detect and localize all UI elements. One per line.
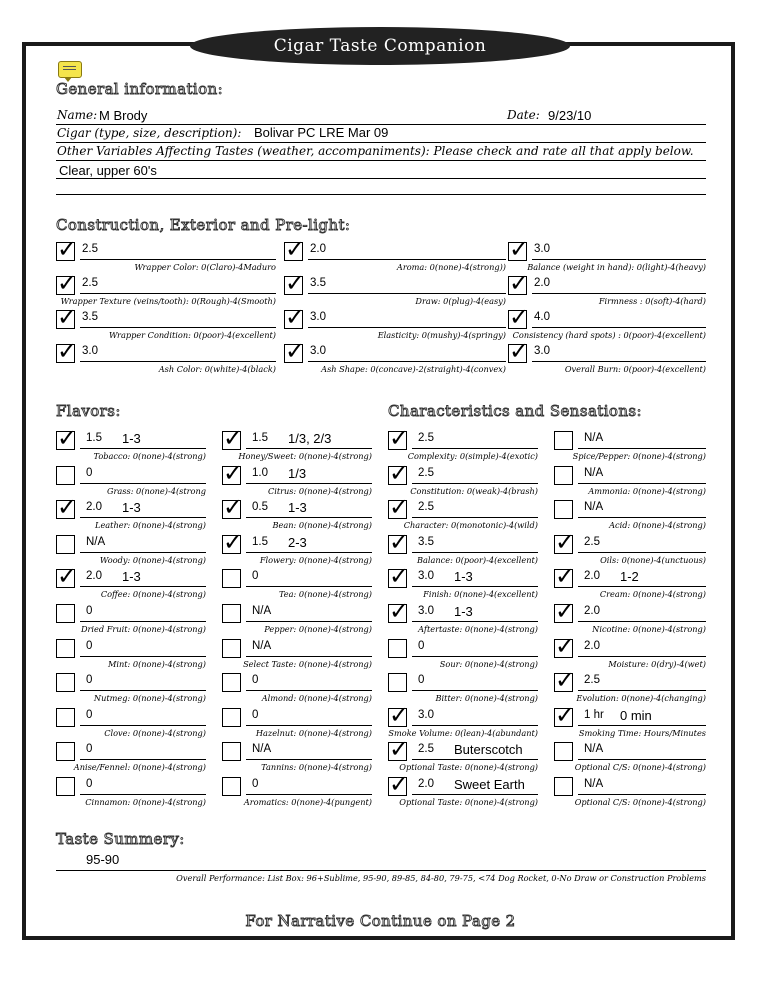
rating-value[interactable]: N/A [584, 466, 604, 479]
rating-caption: Bitter: 0(none)-4(strong) [435, 693, 538, 704]
rating-value[interactable]: N/A [252, 743, 272, 756]
rating-checkbox[interactable] [222, 535, 241, 554]
rating-checkbox[interactable] [222, 777, 241, 796]
construction-value[interactable]: 3.0 [310, 345, 326, 357]
construction-checkbox[interactable] [56, 242, 75, 261]
rating-line [80, 656, 206, 657]
footer-note: For Narrative Continue on Page 2 [245, 912, 516, 930]
construction-caption: Elasticity: 0(mushy)-4(springy) [377, 330, 506, 340]
construction-value[interactable]: 3.5 [82, 311, 98, 323]
construction-value[interactable]: 3.5 [310, 277, 326, 289]
rating-caption: Grass: 0(none)-4(strong [106, 485, 206, 496]
construction-checkbox[interactable] [508, 276, 527, 295]
construction-line [80, 327, 276, 328]
rating-extra[interactable]: Buterscotch [454, 742, 523, 758]
rating-checkbox[interactable] [56, 708, 75, 727]
rating-line [246, 656, 372, 657]
rating-checkbox[interactable] [222, 500, 241, 519]
construction-line [308, 293, 506, 294]
summary-value[interactable]: 95-90 [86, 852, 120, 867]
rating-caption: Oils: 0(none)-4(unctuous) [600, 554, 706, 565]
rating-line [412, 586, 538, 587]
construction-caption: Firmness : 0(soft)-4(hard) [598, 296, 706, 306]
rating-line [246, 517, 372, 518]
rating-value[interactable]: 0 [252, 778, 259, 790]
construction-line [308, 259, 506, 260]
rating-line [412, 552, 538, 553]
rating-value[interactable]: 0 [86, 778, 93, 790]
rating-line [80, 759, 206, 760]
rating-checkbox[interactable] [56, 569, 75, 588]
construction-checkbox[interactable] [508, 310, 527, 329]
rating-value[interactable]: N/A [584, 778, 604, 790]
construction-caption: Consistency (hard spots) : 0(poor)-4(excellent) [512, 330, 706, 340]
construction-value[interactable]: 2.0 [310, 243, 326, 255]
construction-caption: Ash Color: 0(white)-4(black) [158, 364, 276, 374]
rating-line [578, 759, 706, 760]
name-value[interactable]: M Brody [99, 108, 148, 123]
rating-caption: Honey/Sweet: 0(none)-4(strong) [238, 451, 372, 461]
rating-value[interactable]: 1.0 [252, 466, 268, 479]
rating-line [412, 759, 538, 760]
rating-checkbox[interactable] [56, 535, 75, 554]
rating-line [246, 483, 372, 484]
rating-line [412, 517, 538, 518]
construction-caption: Wrapper Condition: 0(poor)-4(excellent) [109, 330, 276, 340]
flavors-heading: Flavors: [56, 402, 121, 420]
rating-line [412, 621, 538, 622]
rating-value[interactable]: 2.5 [584, 535, 600, 548]
rating-extra[interactable]: Sweet Earth [454, 777, 525, 792]
rating-value[interactable]: 0 [86, 743, 93, 756]
date-label: Date: [507, 108, 540, 122]
rating-caption: Select Taste: 0(none)-4(strong) [243, 658, 372, 669]
construction-checkbox[interactable] [284, 344, 303, 363]
rating-checkbox[interactable] [554, 604, 573, 623]
construction-value[interactable]: 3.0 [534, 243, 550, 255]
summary-heading: Taste Summery: [56, 830, 185, 848]
rating-checkbox[interactable] [388, 639, 407, 658]
rating-caption: Nicotine: 0(none)-4(strong) [592, 624, 706, 634]
rating-line [578, 725, 706, 726]
rating-checkbox[interactable] [222, 569, 241, 588]
rating-caption: Sour: 0(none)-4(strong) [439, 658, 538, 669]
construction-checkbox[interactable] [284, 276, 303, 295]
construction-heading: Construction, Exterior and Pre-light: [56, 216, 351, 234]
summary-caption: Overall Performance: List Box: 96+Sublime, 95-90, 89-85, 84-80, 79-75, <74 Dog Rocket, 0-No Draw or Construction Problems [176, 873, 706, 883]
rating-value[interactable]: 2.0 [86, 570, 102, 583]
rating-line [578, 483, 706, 484]
rating-line [578, 656, 706, 657]
rating-caption: Tannins: 0(none)-4(strong) [261, 762, 372, 773]
other-variables-label: Other Variables Affecting Tastes (weather, accompaniments): Please check and rate all that apply below. [57, 144, 694, 158]
rating-line [246, 794, 372, 795]
rating-line [412, 483, 538, 484]
construction-checkbox[interactable] [284, 242, 303, 261]
other-line-2 [56, 178, 706, 179]
summary-line [56, 870, 706, 871]
rating-value[interactable]: 1.5 [86, 432, 102, 444]
rating-checkbox[interactable] [388, 742, 407, 761]
rating-value[interactable]: 0 [252, 570, 259, 583]
rating-checkbox[interactable] [56, 604, 75, 623]
name-label: Name: [57, 108, 98, 122]
other-variables-value[interactable]: Clear, upper 60's [59, 163, 157, 178]
rating-extra[interactable]: 1-3 [122, 569, 141, 585]
construction-line [80, 293, 276, 294]
rating-extra[interactable]: 0 min [620, 707, 652, 723]
rating-line [246, 552, 372, 553]
construction-checkbox[interactable] [284, 310, 303, 329]
construction-line [80, 361, 276, 362]
rating-checkbox[interactable] [222, 639, 241, 658]
cigar-value[interactable]: Bolivar PC LRE Mar 09 [254, 125, 389, 140]
rating-checkbox[interactable] [554, 466, 573, 485]
rating-value[interactable]: 2.5 [418, 466, 434, 479]
characteristics-heading: Characteristics and Sensations: [388, 402, 642, 420]
rating-value[interactable]: 0 [86, 674, 93, 687]
rating-extra[interactable]: 1-3 [454, 569, 473, 585]
rating-checkbox[interactable] [56, 639, 75, 658]
rating-line [80, 794, 206, 795]
rating-checkbox[interactable] [554, 673, 573, 692]
rating-line [246, 759, 372, 760]
rating-value[interactable]: 2.0 [86, 501, 102, 514]
rating-caption: Optional Taste: 0(none)-4(strong) [399, 762, 538, 773]
rating-value[interactable]: 1.5 [252, 432, 268, 444]
rating-value[interactable]: 2.0 [418, 778, 434, 790]
rating-caption: Aftertaste: 0(none)-4(strong) [418, 624, 538, 634]
rating-value[interactable]: 3.0 [418, 605, 434, 617]
general-heading: General information: [56, 80, 224, 98]
rating-checkbox[interactable] [222, 708, 241, 727]
rating-line [578, 690, 706, 691]
rating-checkbox[interactable] [222, 742, 241, 761]
rating-checkbox[interactable] [388, 535, 407, 554]
rating-caption: Smoking Time: Hours/Minutes [578, 727, 706, 738]
rating-extra[interactable]: 1-3 [122, 431, 141, 446]
construction-value[interactable]: 2.5 [82, 277, 98, 289]
rating-value[interactable]: 0 [418, 639, 425, 652]
rating-value[interactable]: 0.5 [252, 501, 268, 514]
rating-value[interactable]: N/A [252, 605, 272, 617]
rating-caption: Optional Taste: 0(none)-4(strong) [399, 797, 538, 807]
rating-line [246, 621, 372, 622]
rating-caption: Spice/Pepper: 0(none)-4(strong) [572, 451, 706, 461]
rating-caption: Tea: 0(none)-4(strong) [278, 589, 372, 600]
rating-value[interactable]: 2.5 [584, 674, 600, 687]
rating-line [80, 552, 206, 553]
rating-line [80, 621, 206, 622]
construction-value[interactable]: 4.0 [534, 311, 550, 323]
rating-checkbox[interactable] [554, 500, 573, 519]
rating-line [578, 448, 706, 449]
construction-line [532, 361, 706, 362]
rating-value[interactable]: 0 [252, 674, 259, 687]
rating-value[interactable]: 3.0 [418, 570, 434, 583]
rating-checkbox[interactable] [554, 431, 573, 450]
rating-line [578, 586, 706, 587]
rating-checkbox[interactable] [56, 777, 75, 796]
rating-caption: Dried Fruit: 0(none)-4(strong) [80, 624, 206, 634]
rating-checkbox[interactable] [388, 569, 407, 588]
rating-caption: Complexity: 0(simple)-4(exotic) [407, 451, 538, 461]
rating-checkbox[interactable] [56, 742, 75, 761]
rating-line [80, 448, 206, 449]
rating-value[interactable]: 0 [86, 605, 93, 617]
rating-checkbox[interactable] [388, 604, 407, 623]
construction-checkbox[interactable] [508, 344, 527, 363]
rating-caption: Character: 0(monotonic)-4(wild) [403, 520, 538, 531]
rating-caption: Cream: 0(none)-4(strong) [599, 589, 706, 600]
rating-caption: Ammonia: 0(none)-4(strong) [588, 485, 706, 496]
rating-line [246, 448, 372, 449]
rating-checkbox[interactable] [56, 500, 75, 519]
rating-value[interactable]: 1 hr [584, 708, 604, 721]
construction-caption: Wrapper Color: 0(Claro)-4Maduro [134, 262, 276, 272]
rating-line [412, 656, 538, 657]
construction-line [80, 259, 276, 260]
rating-caption: Anise/Fennel: 0(none)-4(strong) [73, 762, 206, 773]
rating-value[interactable]: 2.5 [418, 432, 434, 444]
rating-caption: Pepper: 0(none)-4(strong) [264, 624, 372, 634]
construction-caption: Draw: 0(plug)-4(easy) [415, 296, 506, 306]
rating-value[interactable]: N/A [86, 535, 106, 548]
construction-line [308, 361, 506, 362]
rating-caption: Moisture: 0(dry)-4(wet) [608, 658, 706, 669]
rating-caption: Optional C/S: 0(none)-4(strong) [574, 762, 706, 773]
construction-line [532, 293, 706, 294]
construction-line [532, 259, 706, 260]
rating-caption: Clove: 0(none)-4(strong) [104, 727, 206, 738]
construction-checkbox[interactable] [56, 276, 75, 295]
comment-note-icon[interactable] [58, 61, 82, 78]
rating-checkbox[interactable] [56, 673, 75, 692]
construction-value[interactable]: 3.0 [82, 345, 98, 357]
rating-value[interactable]: 2.5 [418, 501, 434, 514]
rating-value[interactable]: N/A [252, 639, 272, 652]
rating-line [80, 483, 206, 484]
rating-caption: Balance: 0(poor)-4(excellent) [417, 554, 538, 565]
rating-caption: Citrus: 0(none)-4(strong) [267, 485, 372, 496]
rating-extra[interactable]: 1-3 [122, 500, 141, 516]
rating-caption: Almond: 0(none)-4(strong) [261, 693, 372, 704]
rating-caption: Nutmeg: 0(none)-4(strong) [93, 693, 206, 704]
cigar-line [56, 142, 706, 143]
rating-checkbox[interactable] [222, 466, 241, 485]
rating-line [578, 794, 706, 795]
rating-line [246, 690, 372, 691]
rating-value[interactable]: N/A [584, 501, 604, 514]
rating-extra[interactable]: 2-3 [288, 534, 307, 550]
rating-extra[interactable]: 1-3 [454, 604, 473, 619]
rating-checkbox[interactable] [554, 639, 573, 658]
rating-line [412, 448, 538, 449]
rating-checkbox[interactable] [554, 708, 573, 727]
rating-line [246, 586, 372, 587]
rating-caption: Woody: 0(none)-4(strong) [99, 554, 206, 565]
date-value[interactable]: 9/23/10 [548, 108, 592, 123]
rating-line [80, 517, 206, 518]
rating-caption: Tobacco: 0(none)-4(strong) [93, 451, 206, 461]
rating-line [246, 725, 372, 726]
rating-line [412, 725, 538, 726]
rating-value[interactable]: 0 [86, 466, 93, 479]
rating-caption: Evolution: 0(none)-4(changing) [576, 693, 706, 704]
construction-caption: Aroma: 0(none)-4(strong)) [396, 262, 506, 272]
rating-value[interactable]: 2.0 [584, 639, 600, 652]
form-title: Cigar Taste Companion [190, 27, 570, 65]
rating-value[interactable]: 0 [86, 708, 93, 721]
construction-caption: Wrapper Texture (veins/tooth): 0(Rough)-4(Smooth) [60, 296, 276, 306]
rating-checkbox[interactable] [388, 777, 407, 796]
construction-value[interactable]: 2.5 [82, 243, 98, 255]
construction-checkbox[interactable] [56, 310, 75, 329]
rating-checkbox[interactable] [222, 431, 241, 450]
rating-caption: Finish: 0(none)-4(excellent) [423, 589, 538, 600]
rating-checkbox[interactable] [554, 535, 573, 554]
rating-line [578, 552, 706, 553]
construction-checkbox[interactable] [56, 344, 75, 363]
rating-checkbox[interactable] [554, 777, 573, 796]
rating-value[interactable]: 1.5 [252, 535, 268, 548]
construction-line [308, 327, 506, 328]
rating-checkbox[interactable] [56, 431, 75, 450]
rating-checkbox[interactable] [222, 673, 241, 692]
rating-value[interactable]: 3.0 [418, 708, 434, 721]
rating-checkbox[interactable] [388, 431, 407, 450]
rating-caption: Leather: 0(none)-4(strong) [95, 520, 206, 531]
rating-line [412, 690, 538, 691]
construction-caption: Ash Shape: 0(concave)-2(straight)-4(convex) [321, 364, 506, 374]
rating-checkbox[interactable] [56, 466, 75, 485]
rating-caption: Hazelnut: 0(none)-4(strong) [255, 727, 372, 738]
rating-caption: Flowery: 0(none)-4(strong) [259, 554, 372, 565]
rating-caption: Constitution: 0(weak)-4(brash) [410, 485, 538, 496]
rating-value[interactable]: 2.5 [418, 743, 434, 756]
rating-value[interactable]: 0 [86, 639, 93, 652]
rating-value[interactable]: N/A [584, 432, 604, 444]
rating-caption: Smoke Volume: 0(lean)-4(abundant) [388, 727, 538, 738]
rating-checkbox[interactable] [222, 604, 241, 623]
rating-caption: Aromatics: 0(none)-4(pungent) [243, 797, 372, 807]
construction-line [532, 327, 706, 328]
rating-value[interactable]: 2.0 [584, 605, 600, 617]
rating-line [80, 586, 206, 587]
rating-value[interactable]: 2.0 [584, 570, 600, 583]
rating-line [80, 690, 206, 691]
rating-caption: Cinnamon: 0(none)-4(strong) [85, 797, 206, 807]
rating-caption: Bean: 0(none)-4(strong) [272, 520, 372, 531]
rating-line [578, 621, 706, 622]
other-line-3 [56, 194, 706, 195]
cigar-label: Cigar (type, size, description): [57, 126, 242, 140]
rating-caption: Acid: 0(none)-4(strong) [609, 520, 706, 531]
rating-checkbox[interactable] [388, 708, 407, 727]
rating-checkbox[interactable] [554, 742, 573, 761]
construction-value[interactable]: 2.0 [534, 277, 550, 289]
rating-extra[interactable]: 1-2 [620, 569, 639, 585]
rating-caption: Coffee: 0(none)-4(strong) [100, 589, 206, 600]
rating-value[interactable]: 0 [252, 708, 259, 721]
rating-checkbox[interactable] [388, 466, 407, 485]
rating-extra[interactable]: 1/3, 2/3 [288, 431, 332, 446]
construction-value[interactable]: 3.0 [534, 345, 550, 357]
rating-extra[interactable]: 1-3 [288, 500, 307, 516]
rating-value[interactable]: N/A [584, 743, 604, 756]
rating-checkbox[interactable] [388, 673, 407, 692]
construction-value[interactable]: 3.0 [310, 311, 326, 323]
rating-extra[interactable]: 1/3 [288, 465, 307, 481]
rating-checkbox[interactable] [554, 569, 573, 588]
construction-caption: Overall Burn: 0(poor)-4(excellent) [564, 364, 706, 374]
rating-caption: Mint: 0(none)-4(strong) [107, 658, 206, 669]
rating-checkbox[interactable] [388, 500, 407, 519]
construction-checkbox[interactable] [508, 242, 527, 261]
other-line-1 [56, 160, 706, 161]
rating-line [80, 725, 206, 726]
construction-caption: Balance (weight in hand): 0(light)-4(heavy) [527, 262, 706, 272]
rating-value[interactable]: 3.5 [418, 535, 434, 548]
rating-value[interactable]: 0 [418, 674, 425, 687]
rating-caption: Optional C/S: 0(none)-4(strong) [574, 797, 706, 807]
rating-line [578, 517, 706, 518]
rating-line [412, 794, 538, 795]
